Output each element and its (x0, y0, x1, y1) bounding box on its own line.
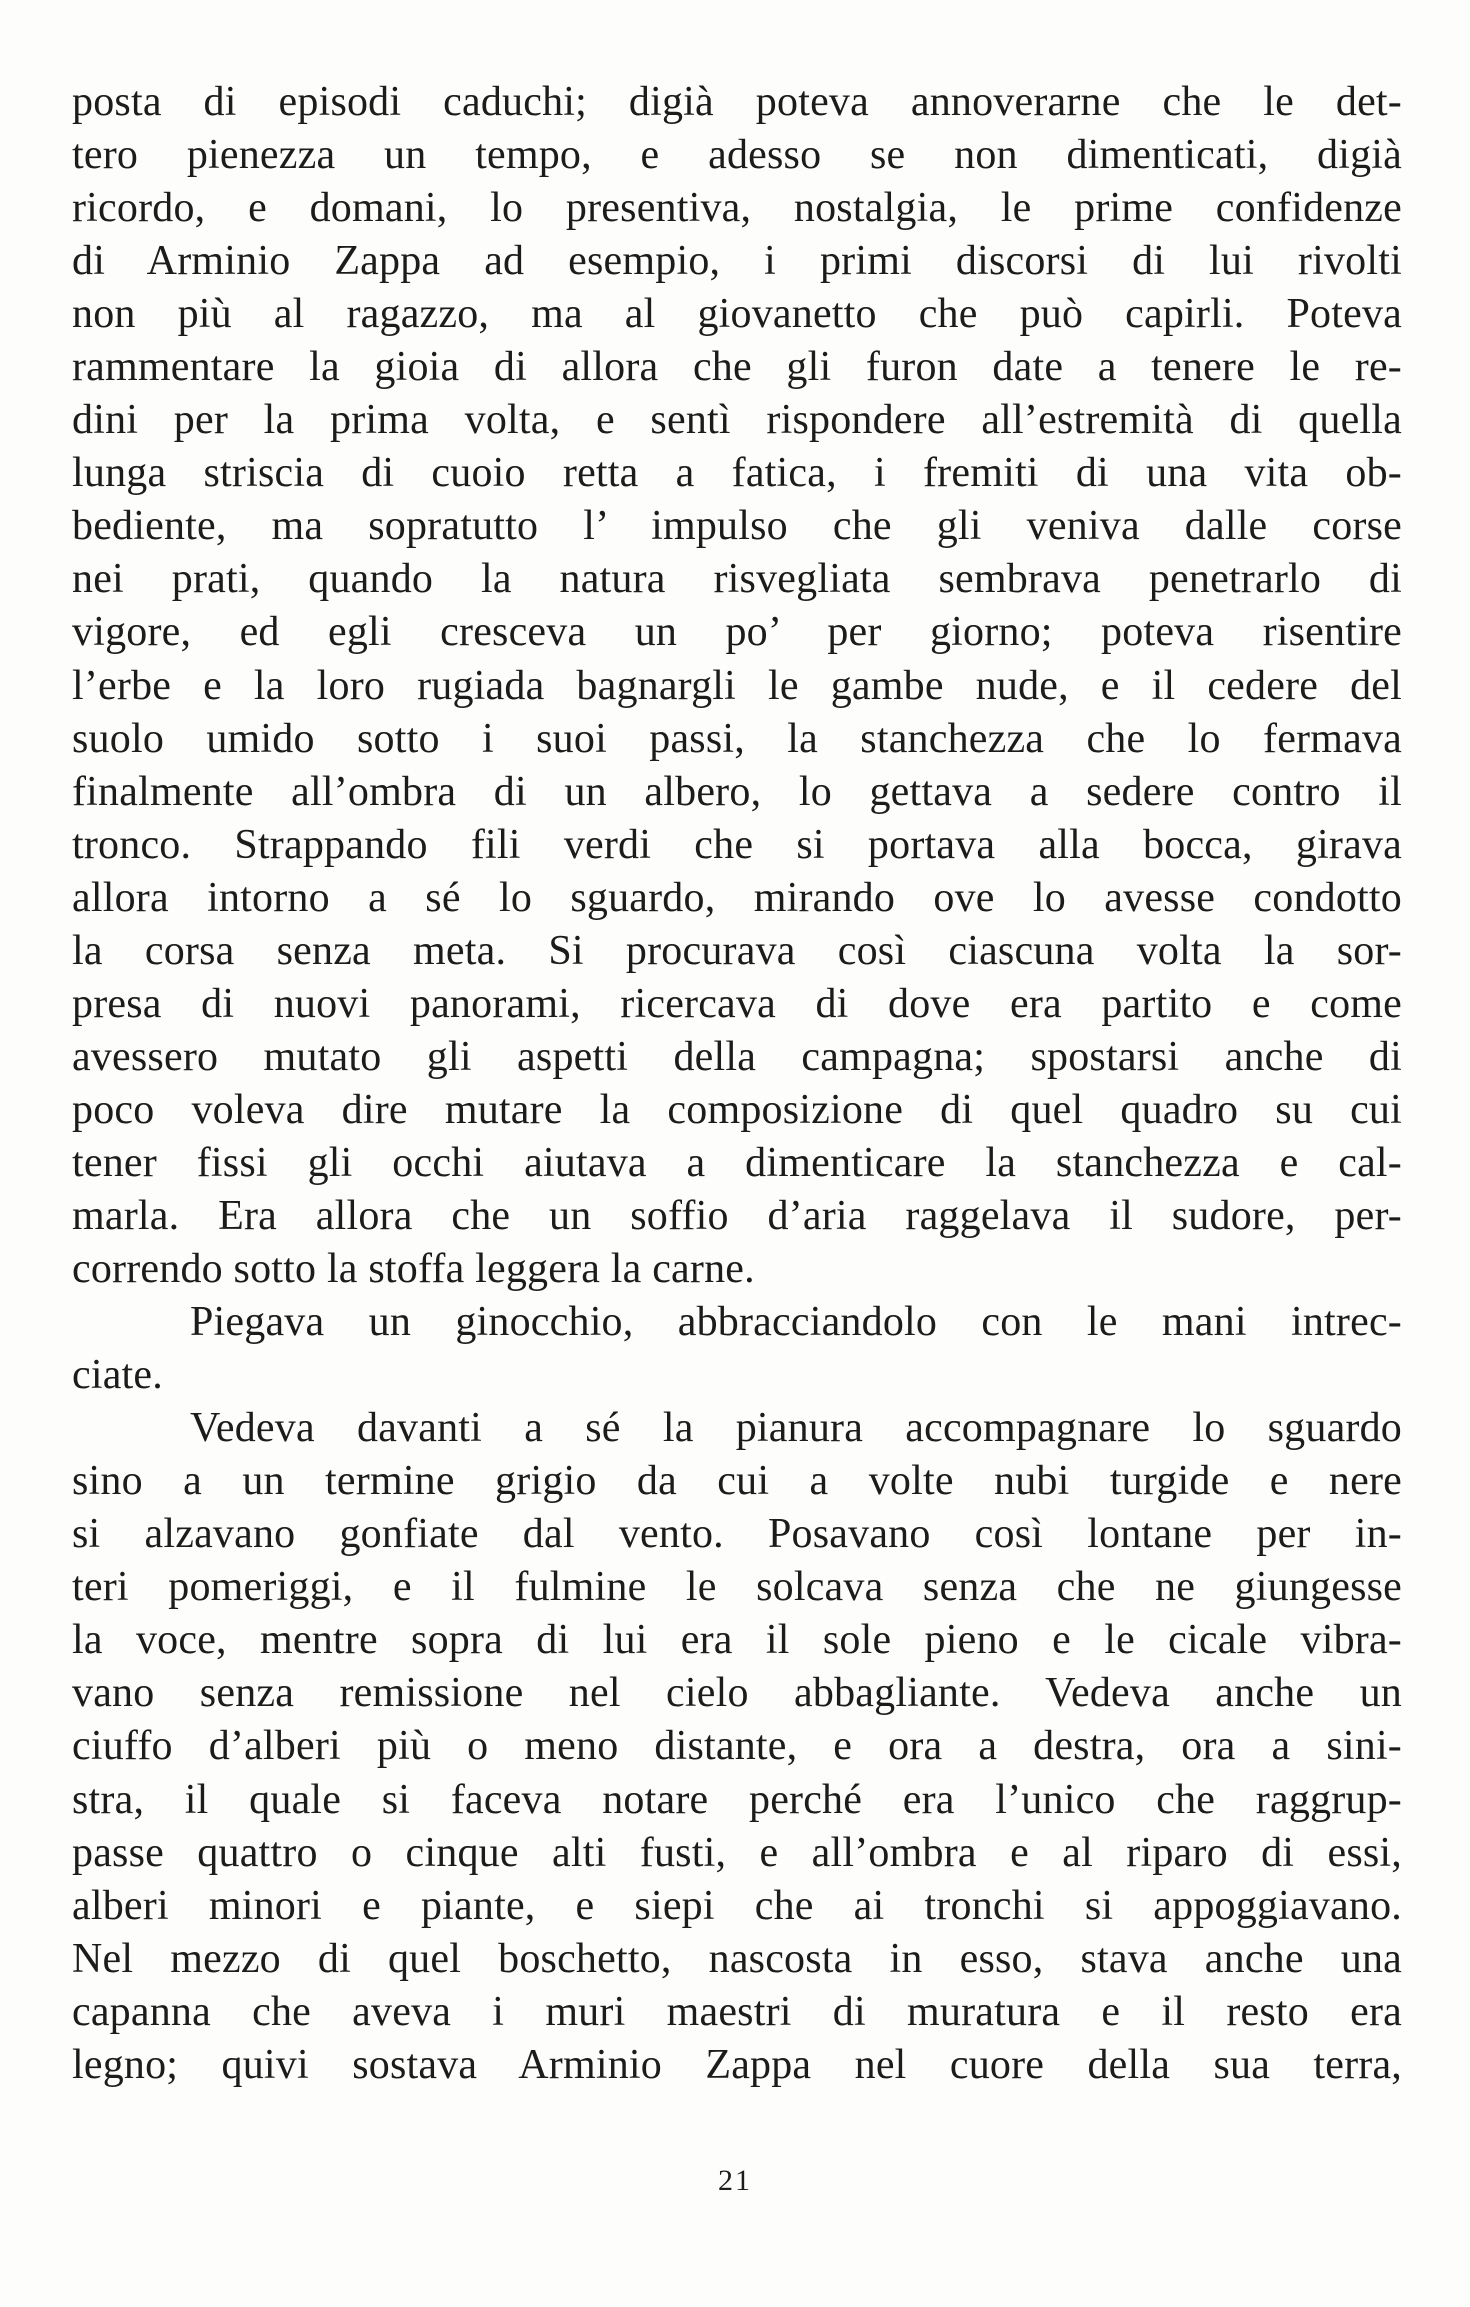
text-line: poco voleva dire mutare la composizione di quel quadro su cui (72, 1086, 1402, 1133)
text-line: marla. Era allora che un soffio d’aria raggelava il sudore, per- (72, 1192, 1402, 1239)
text-line: la corsa senza meta. Si procurava così ciascuna volta la sor- (72, 927, 1402, 974)
paragraph-end-line: correndo sotto la stoffa leggera la carne. (72, 1246, 755, 1293)
text-line: tener fissi gli occhi aiutava a dimenticare la stanchezza e cal- (72, 1139, 1402, 1186)
text-line: non più al ragazzo, ma al giovanetto che può capirli. Poteva (72, 291, 1402, 338)
text-line: dini per la prima volta, e sentì rispondere all’estremità di quella (72, 397, 1402, 444)
text-line: tero pienezza un tempo, e adesso se non dimenticati, digià (72, 132, 1402, 179)
text-line: posta di episodi caduchi; digià poteva annoverarne che le det- (72, 79, 1402, 125)
page-number: 21 (718, 2164, 752, 2197)
paragraph-first-line: Vedeva davanti a sé la pianura accompagnare lo sguardo (190, 1405, 1402, 1452)
text-line: alberi minori e piante, e siepi che ai tronchi si appoggiavano. (72, 1882, 1402, 1929)
text-line: ricordo, e domani, lo presentiva, nostalgia, le prime confidenze (72, 185, 1402, 232)
text-line: ciuffo d’alberi più o meno distante, e ora a destra, ora a sini- (72, 1723, 1402, 1770)
text-line: di Arminio Zappa ad esempio, i primi discorsi di lui rivolti (72, 238, 1402, 285)
text-line: stra, il quale si faceva notare perché era l’unico che raggrup- (72, 1776, 1402, 1823)
text-line: tronco. Strappando fili verdi che si portava alla bocca, girava (72, 821, 1402, 868)
text-line: presa di nuovi panorami, ricercava di dove era partito e come (72, 980, 1402, 1027)
text-line: l’erbe e la loro rugiada bagnargli le gambe nude, e il cedere del (72, 662, 1402, 709)
text-line: allora intorno a sé lo sguardo, mirando ove lo avesse condotto (72, 874, 1402, 921)
text-line: capanna che aveva i muri maestri di muratura e il resto era (72, 1988, 1402, 2035)
text-line: rammentare la gioia di allora che gli furon date a tenere le re- (72, 344, 1402, 391)
text-line: si alzavano gonfiate dal vento. Posavano così lontane per in- (72, 1511, 1402, 1558)
text-line: vano senza remissione nel cielo abbagliante. Vedeva anche un (72, 1670, 1402, 1717)
text-line: nei prati, quando la natura risvegliata sembrava penetrarlo di (72, 556, 1402, 603)
text-line: avessero mutato gli aspetti della campagna; spostarsi anche di (72, 1033, 1402, 1080)
text-line: legno; quivi sostava Arminio Zappa nel cuore della sua terra, (72, 2041, 1402, 2088)
body-text (72, 76, 1402, 2092)
text-line: passe quattro o cinque alti fusti, e all’ombra e al riparo di essi, (72, 1829, 1402, 1876)
paragraph-first-line: Piegava un ginocchio, abbracciandolo con le mani intrec- (190, 1299, 1402, 1346)
text-line: suolo umido sotto i suoi passi, la stanchezza che lo fermava (72, 715, 1402, 762)
text-line: la voce, mentre sopra di lui era il sole pieno e le cicale vibra- (72, 1617, 1402, 1664)
text-line: Nel mezzo di quel boschetto, nascosta in esso, stava anche una (72, 1935, 1402, 1982)
text-line: lunga striscia di cuoio retta a fatica, i fremiti di una vita ob- (72, 450, 1402, 497)
paragraph-end-line: ciate. (72, 1352, 163, 1399)
text-line: sino a un termine grigio da cui a volte nubi turgide e nere (72, 1458, 1402, 1505)
text-line: teri pomeriggi, e il fulmine le solcava senza che ne giungesse (72, 1564, 1402, 1611)
text-line: bediente, ma sopratutto l’ impulso che gli veniva dalle corse (72, 503, 1402, 550)
text-line: vigore, ed egli cresceva un po’ per giorno; poteva risentire (72, 609, 1402, 656)
text-line: finalmente all’ombra di un albero, lo gettava a sedere contro il (72, 768, 1402, 815)
